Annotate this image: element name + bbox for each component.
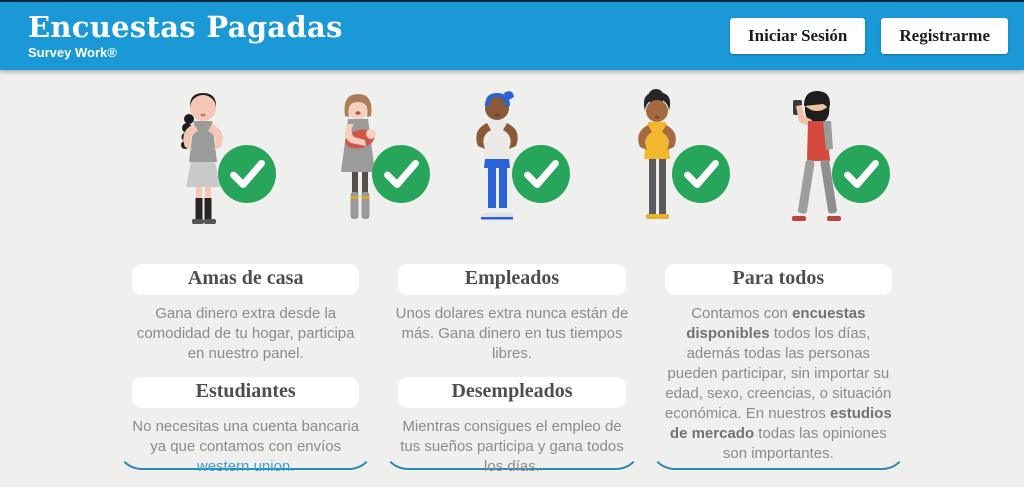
heading-desempleados bbox=[398, 377, 625, 408]
heading-label: Desempleados bbox=[451, 379, 573, 402]
auth-buttons bbox=[730, 18, 1008, 54]
figure-woman-with-braid bbox=[158, 84, 288, 252]
heading-label: Amas de casa bbox=[187, 267, 304, 289]
body-text: todas las opiniones son importantes. bbox=[722, 424, 887, 462]
body-text: todos los días, además todas las personas pueden participar, sin importar su edad, sexo, creencias, o situación económica. En nuestros bbox=[664, 324, 892, 422]
heading-empleados bbox=[398, 264, 625, 295]
bold-estudios-de-mercado: estudios de mercado bbox=[669, 404, 892, 442]
column-amas-de-casa bbox=[116, 256, 375, 475]
heading-estudiantes bbox=[132, 377, 359, 408]
register-button[interactable]: Registrarme bbox=[881, 18, 1008, 54]
body-para-todos bbox=[661, 304, 896, 464]
heading-label: Estudiantes bbox=[195, 379, 296, 402]
site-subtitle: Survey Work® bbox=[28, 44, 117, 60]
heading-amas-de-casa bbox=[132, 264, 359, 295]
figure-man-blue-cap bbox=[452, 84, 582, 252]
top-bar bbox=[0, 0, 1024, 70]
body-text: Contamos con bbox=[691, 305, 793, 322]
check-icon bbox=[218, 145, 276, 203]
figure-woman-yellow-top bbox=[612, 84, 742, 252]
body-text: No necesitas una cuenta bancaria ya que contamos con envíos bbox=[132, 417, 360, 455]
heading-label: Empleados bbox=[464, 267, 560, 289]
brand bbox=[28, 12, 343, 59]
check-icon bbox=[512, 145, 570, 203]
hero-figures bbox=[0, 70, 1024, 256]
figure-bearded-man-phone bbox=[772, 84, 902, 252]
figure-mother-with-baby bbox=[312, 84, 442, 252]
bold-encuestas-disponibles: encuestas disponibles bbox=[686, 305, 866, 342]
body-desempleados: Mientras consigues el empleo de tus sueños participa y gana todos los días. bbox=[400, 417, 624, 475]
western-union-link[interactable]: western union bbox=[196, 457, 291, 475]
body-estudiantes bbox=[128, 417, 363, 477]
column-para-todos bbox=[649, 256, 908, 470]
login-button[interactable]: Iniciar Sesión bbox=[730, 18, 865, 54]
site-title: Encuestas Pagadas bbox=[28, 10, 343, 45]
body-text: . bbox=[290, 457, 295, 475]
check-icon bbox=[372, 145, 430, 203]
body-empleados: Unos dolares extra nunca están de más. Gana dinero en tus tiempos libres. bbox=[395, 305, 629, 362]
info-columns bbox=[116, 256, 908, 475]
heading-para-todos bbox=[665, 264, 892, 295]
body-amas-de-casa: Gana dinero extra desde la comodidad de tu hogar, participa en nuestro panel. bbox=[136, 305, 355, 362]
column-empleados bbox=[382, 256, 641, 475]
check-icon bbox=[832, 145, 890, 203]
heading-label: Para todos bbox=[732, 267, 825, 289]
check-icon bbox=[672, 145, 730, 203]
